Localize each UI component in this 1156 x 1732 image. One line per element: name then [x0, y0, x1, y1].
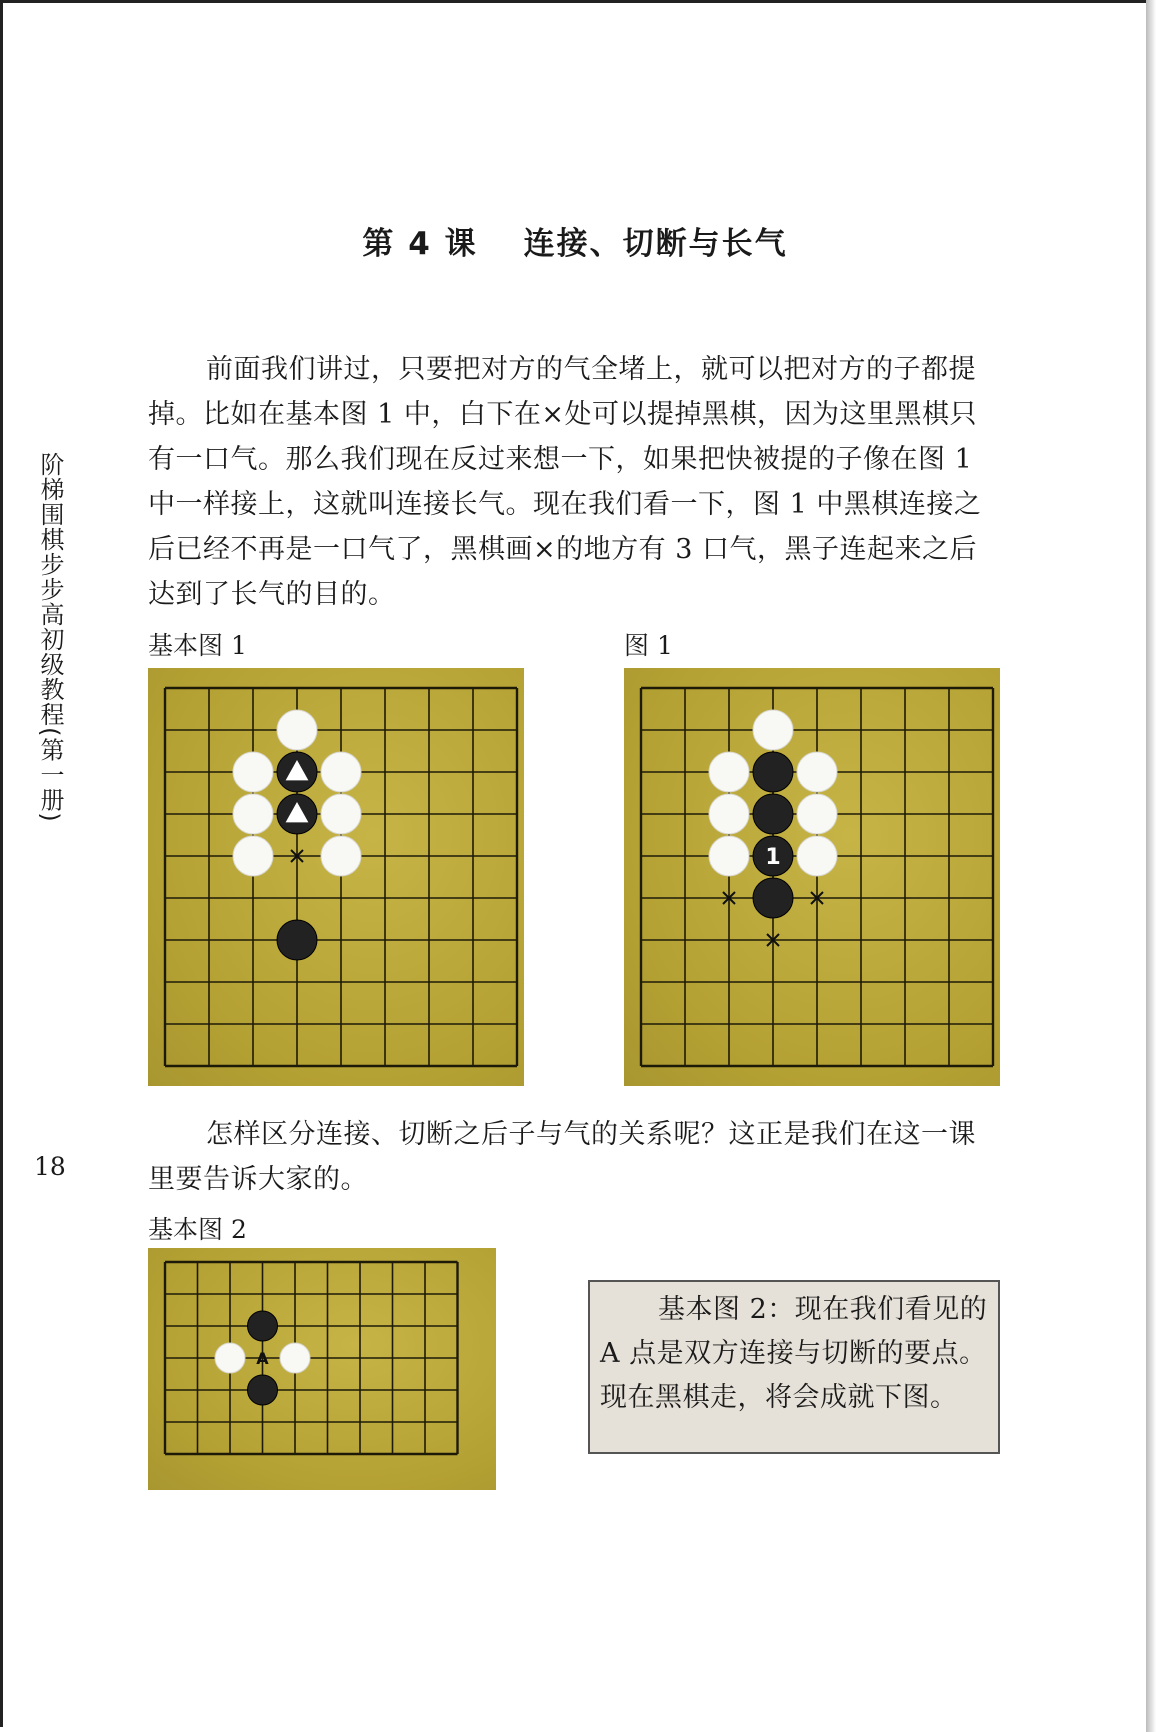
paragraph-question: 怎样区分连接、切断之后子与气的关系呢？这正是我们在这一课里要告诉大家的。: [148, 1119, 976, 1195]
white-stone: [753, 710, 793, 750]
black-stone: [248, 1311, 278, 1341]
black-stone: [753, 752, 793, 792]
go-board-basic1: [148, 668, 524, 1086]
white-stone: [280, 1343, 310, 1373]
black-stone: [753, 878, 793, 918]
go-board-fig1: [624, 668, 1000, 1086]
board-svg-fig1: [624, 668, 1000, 1086]
white-stone: [321, 836, 361, 876]
black-stone: [753, 794, 793, 834]
black-stone: [248, 1375, 278, 1405]
white-stone: [321, 794, 361, 834]
white-stone: [797, 794, 837, 834]
white-stone: [277, 710, 317, 750]
explanation-note: 基本图 2：现在我们看见的 A 点是双方连接与切断的要点。现在黑棋走，将会成就下图。: [588, 1280, 1000, 1454]
figure-label-basic2: 基本图 2: [148, 1215, 247, 1244]
white-stone: [797, 836, 837, 876]
white-stone: [233, 752, 273, 792]
go-board-basic2: [148, 1248, 496, 1490]
paragraph-intro: 前面我们讲过，只要把对方的气全堵上，就可以把对方的子都提掉。比如在基本图 1 中，白下在×处可以提掉黑棋，因为这里黑棋只有一口气。那么我们现在反过来想一下，如果把快被提的子像在图 1 中一样接上，这就叫连接长气。现在我们看一下，图 1 中黑棋连接之后已经不再是一口气了，黑棋画×的地方有 3 口气，黑子连起来之后达到了长气的目的。: [148, 354, 982, 610]
point-label-a: A: [256, 1349, 269, 1368]
lesson-topic: 连接、切断与长气: [523, 226, 788, 262]
board-svg-basic1: [148, 668, 524, 1086]
page-number: 18: [34, 1152, 66, 1181]
move-number-label: 1: [765, 845, 781, 870]
white-stone: [233, 794, 273, 834]
page-title: [0, 218, 1150, 263]
figure-label-fig1: 图 1: [624, 631, 673, 660]
white-stone: [709, 836, 749, 876]
figure-label-basic1: 基本图 1: [148, 631, 247, 660]
white-stone: [215, 1343, 245, 1373]
white-stone: [797, 752, 837, 792]
white-stone: [233, 836, 273, 876]
lesson-number: 第 4 课: [362, 226, 478, 262]
white-stone: [709, 794, 749, 834]
white-stone: [321, 752, 361, 792]
book-title-vertical: 阶梯围棋步步高初级教程(第一册): [36, 452, 64, 823]
board-svg-basic2: [148, 1248, 496, 1490]
black-stone: [277, 920, 317, 960]
white-stone: [709, 752, 749, 792]
